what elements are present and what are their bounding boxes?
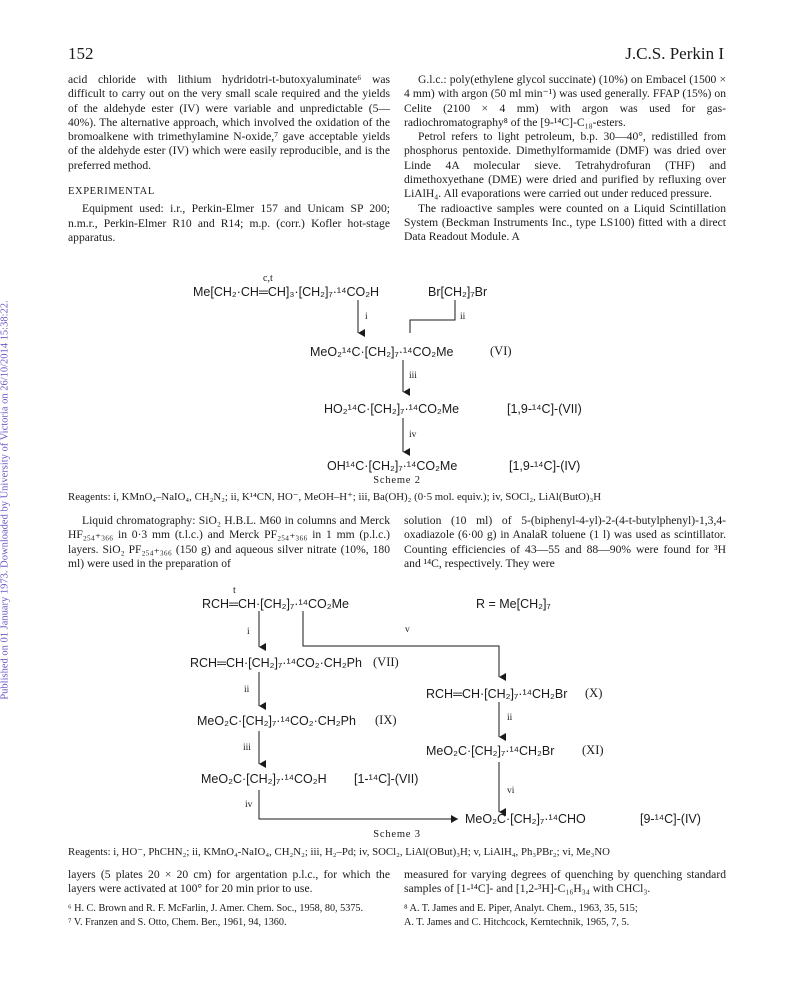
scheme2-start-acid: Me[CH₂·CH═CH]₃·[CH₂]₇·¹⁴CO₂H: [193, 285, 380, 299]
compound-iv-s3: MeO₂C·[CH₂]₇·¹⁴CHO: [465, 812, 586, 826]
step-label: iv: [245, 800, 253, 810]
paragraph: measured for varying degrees of quenching by quenching standard samples of [1-¹⁴C]- and [1,2-³H]-C₁₆H₃₄ with CHCl₃.: [404, 868, 726, 896]
paragraph: Petrol refers to light petroleum, b.p. 30—40°, redistilled from phosphorus pentoxide. Dimethylformamide (DMF) was dried over Linde 4A molecular sieve. Tetrahydrofuran (THF) and dimethoxyethane (DME) were dried and purified by refluxing over LiAlH₄. All evaporations were carried out under reduced pressure.: [404, 130, 726, 201]
mid-left-column: [68, 514, 390, 571]
compound-label: [1,9-¹⁴C]-(IV): [509, 459, 581, 473]
step-label: iii: [243, 743, 251, 753]
compound-label: (VI): [490, 344, 512, 358]
step-label: ii: [244, 685, 250, 695]
paragraph: G.l.c.: poly(ethylene glycol succinate) (10%) on Embacel (1500 × 4 mm) with argon (50 ml min⁻¹) was used generally. FFAP (15%) on Celite (2100 × 4 mm) with argon was used for gas-radiochromatography⁸ of the [9-¹⁴C]-C₁₈-esters.: [404, 73, 726, 129]
mid-right-column: [404, 514, 726, 571]
bottom-left-column: [68, 868, 390, 930]
footnote: ⁷ V. Franzen and S. Otto, Chem. Ber., 1961, 94, 1360.: [68, 916, 287, 928]
compound-label: [1-¹⁴C]-(VII): [354, 772, 419, 786]
step-label: vi: [507, 786, 515, 796]
scheme-caption: Scheme 2: [373, 475, 421, 486]
step-label: i: [247, 627, 250, 637]
download-watermark-text: Published on 01 January 1973. Downloaded by University of Victoria on 26/10/2014 15:38:22.: [0, 300, 11, 700]
compound-label: (VII): [373, 655, 399, 669]
bottom-right-column: [404, 868, 726, 930]
compound-label: [1,9-¹⁴C]-(VII): [507, 402, 582, 416]
download-watermark: [0, 110, 12, 890]
stereo-label: c,t: [263, 273, 273, 284]
footnote: A. T. James and C. Hitchcock, Kerntechnik, 1965, 7, 5.: [404, 916, 630, 928]
section-heading: EXPERIMENTAL: [68, 186, 155, 198]
r-group-definition: R = Me[CH₂]₇: [476, 597, 551, 611]
top-left-column: [68, 73, 390, 245]
compound-ix: MeO₂C·[CH₂]₇·¹⁴CO₂·CH₂Ph: [197, 714, 356, 728]
compound-xi: MeO₂C·[CH₂]₇·¹⁴CH₂Br: [426, 744, 555, 758]
paragraph: layers (5 plates 20 × 20 cm) for argentation p.l.c., for which the layers were activated at 100° for 20 min prior to use.: [68, 868, 390, 896]
page-number: 152: [68, 44, 94, 63]
scheme2-reagents: Reagents: i, KMnO₄–NaIO₄, CH₂N₂; ii, K¹⁴CN, HO⁻, MeOH–H⁺; iii, Ba(OH)₂ (0·5 mol. equiv.); iv, SOCl₂, LiAl(ButO)₃H: [68, 491, 602, 503]
scheme-caption: Scheme 3: [373, 829, 421, 840]
journal-title: J.C.S. Perkin I: [625, 44, 724, 63]
compound-vii: HO₂¹⁴C·[CH₂]₇·¹⁴CO₂Me: [324, 402, 460, 416]
top-right-column: [404, 73, 726, 245]
footnote: ⁸ A. T. James and E. Piper, Analyt. Chem., 1963, 35, 515;: [404, 902, 638, 914]
scheme3-start-ester: RCH═CH·[CH₂]₇·¹⁴CO₂Me: [202, 597, 349, 611]
arrow-ii: [410, 300, 455, 333]
compound-vi: MeO₂¹⁴C·[CH₂]₇·¹⁴CO₂Me: [310, 345, 454, 359]
paragraph: Equipment used: i.r., Perkin-Elmer 157 and Unicam SP 200; n.m.r., Perkin-Elmer R10 and R14; m.p. (corr.) Kofler hot-stage apparatus.: [68, 202, 390, 244]
paragraph: The radioactive samples were counted on a Liquid Scintillation System (Beckman Instruments Inc., type LS100) fitted with a direct Data Readout Module. A: [404, 201, 726, 244]
step-label: iii: [409, 371, 417, 381]
step-label: i: [365, 312, 368, 322]
compound-label: (X): [585, 686, 603, 700]
compound-iv: OH¹⁴C·[CH₂]₇·¹⁴CO₂Me: [327, 459, 458, 473]
arrow-s3-iv: [259, 790, 458, 819]
scheme3-reagents: Reagents: i, HO⁻, PhCHN₂; ii, KMnO₄-NaIO₄, CH₂N₂; iii, H₂–Pd; iv, SOCl₂, LiAl(OBut)₃H; v, LiAlH₄, Ph₃PBr₂; vi, Me₃NO: [68, 846, 610, 858]
footnotes: [404, 902, 726, 929]
step-label: ii: [507, 713, 513, 723]
compound-viii: RCH═CH·[CH₂]₇·¹⁴CO₂·CH₂Ph: [190, 656, 362, 670]
compound-label: (XI): [582, 743, 604, 757]
paragraph: solution (10 ml) of 5-(biphenyl-4-yl)-2-(4-t-butylphenyl)-1,3,4-oxadiazole (6·00 g) in AnalaR toluene (1 l) was used as scintillator. Counting efficiencies of 43—55 and 88—90% were found for ³H and ¹⁴C, respectively. They were: [404, 514, 726, 570]
compound-label: [9-¹⁴C]-(IV): [640, 812, 701, 826]
stereo-label: t: [233, 585, 236, 596]
step-label: ii: [460, 312, 466, 322]
step-label: v: [405, 625, 410, 635]
footnote: ⁶ H. C. Brown and R. F. McFarlin, J. Amer. Chem. Soc., 1958, 80, 5375.: [68, 902, 364, 914]
footnotes: [68, 902, 390, 929]
scheme2-start-dibromide: Br[CH₂]₇Br: [428, 285, 488, 299]
compound-label: (IX): [375, 713, 397, 727]
paragraph: acid chloride with lithium hydridotri-t-butoxyaluminate⁶ was difficult to carry out on the very small scale required and the yields of the aldehyde ester (IV) were variable and unpredictable (5—40%). The alternative approach, which involved the oxidation of the bromoalkene with trimethylamine N-oxide,⁷ gave acceptable yields of the aldehyde ester (IV) which were easily reproducible, and is the preferred method.: [68, 73, 390, 172]
paragraph: Liquid chromatography: SiO₂ H.B.L. M60 in columns and Merck HF₂₅₄₊₃₆₆ in 0·3 mm (t.l.c.) and Merck PF₂₅₄₊₃₆₆ in 1 mm (p.l.c.) layers. SiO₂ PF₂₅₄₊₃₆₆ (150 g) and aqueous silver nitrate (10%, 180 ml) were used in the preparation of: [68, 514, 390, 570]
compound-vii-s3: MeO₂C·[CH₂]₇·¹⁴CO₂H: [201, 772, 327, 786]
compound-x: RCH═CH·[CH₂]₇·¹⁴CH₂Br: [426, 687, 568, 701]
step-label: iv: [409, 430, 417, 440]
